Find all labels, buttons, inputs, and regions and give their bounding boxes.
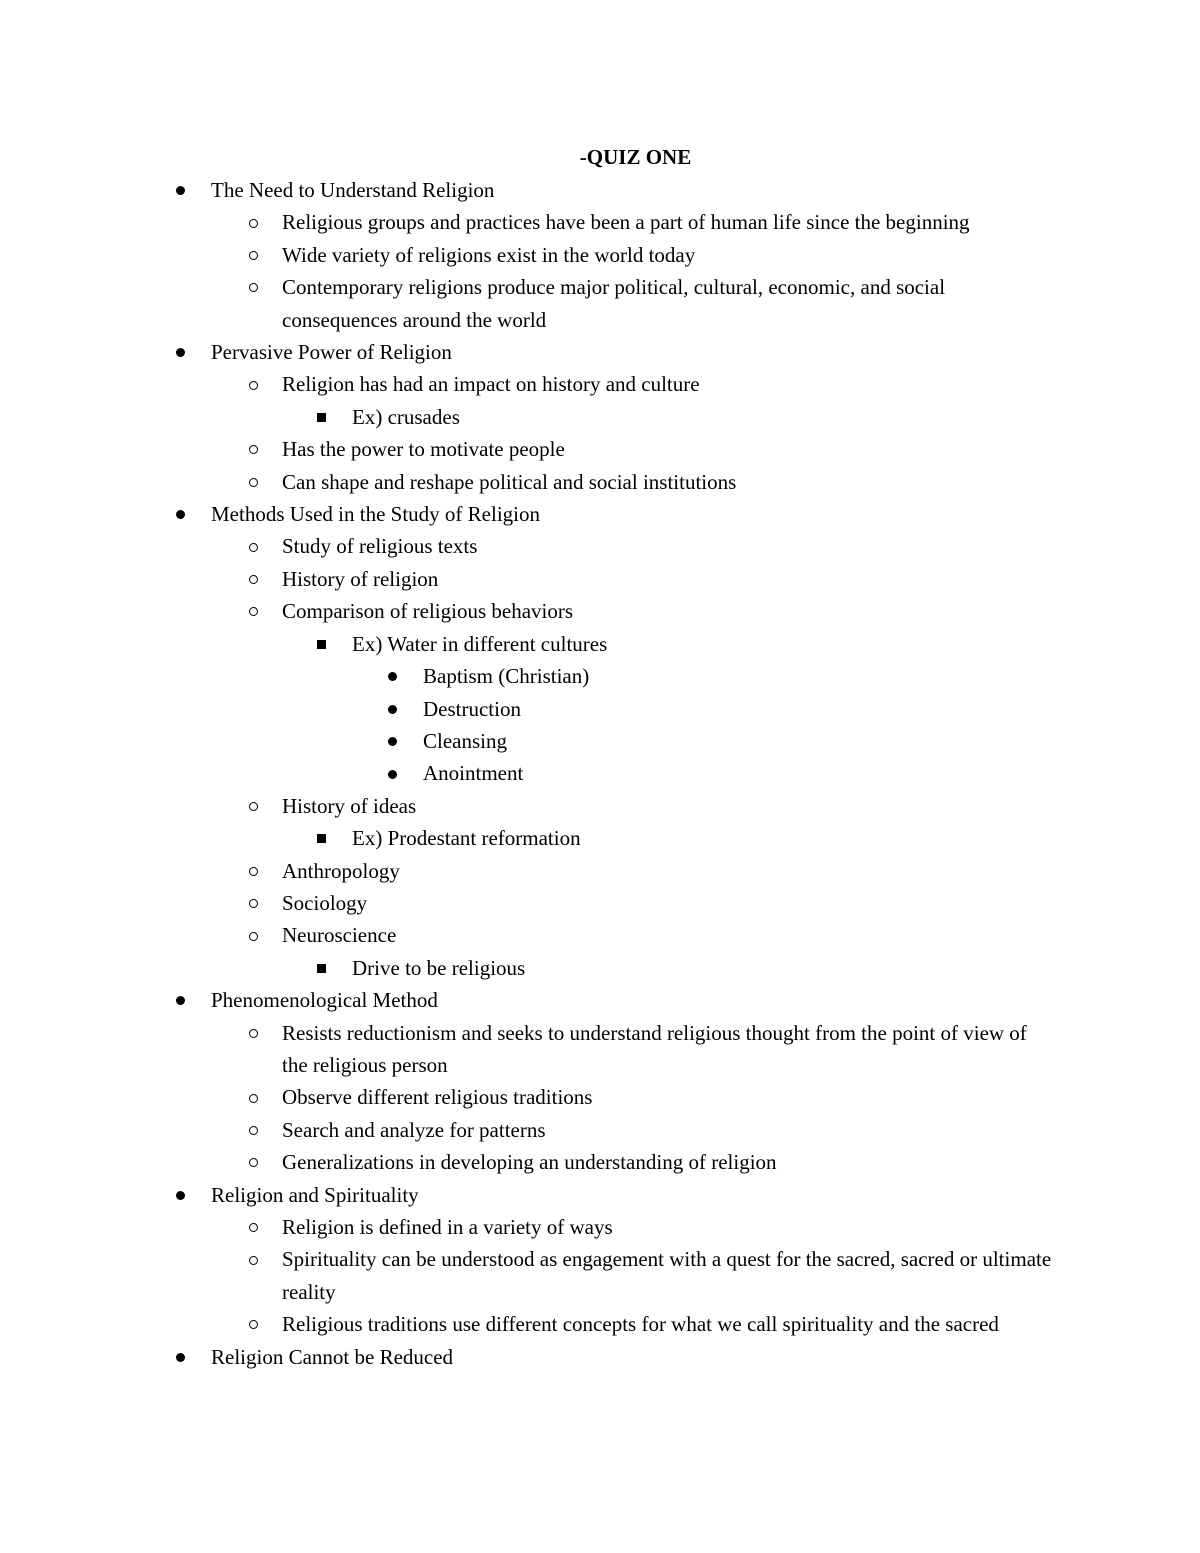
filled-circle-icon — [388, 725, 397, 757]
outline-item-text: Phenomenological Method — [211, 988, 438, 1013]
hollow-circle-icon — [249, 239, 258, 271]
outline-item-level-2 — [0, 530, 1052, 562]
outline-item-level-2 — [0, 1308, 1052, 1340]
hollow-circle-icon — [249, 368, 258, 400]
outline-item-level-2 — [0, 1114, 1052, 1146]
outline-item-level-4 — [0, 757, 1053, 789]
outline-item-level-3 — [0, 822, 1052, 854]
outline-item-text: Spirituality can be understood as engagement with a quest for the sacred, sacred or ultimate reality — [282, 1247, 1052, 1304]
filled-circle-icon — [388, 757, 397, 789]
outline-item-level-1 — [0, 1341, 1051, 1373]
outline-item-text: Can shape and reshape political and social institutions — [282, 469, 737, 494]
hollow-circle-icon — [249, 855, 258, 887]
outline-item-text: Religious groups and practices have been a part of human life since the beginning — [282, 210, 970, 235]
filled-square-icon — [317, 822, 326, 854]
hollow-circle-icon — [249, 1243, 258, 1275]
outline-item-text: Comparison of religious behaviors — [282, 599, 574, 624]
filled-circle-icon — [388, 660, 397, 692]
filled-circle-icon — [176, 174, 185, 206]
filled-square-icon — [317, 628, 326, 660]
outline-item-text: Resists reductionism and seeks to understand religious thought from the point of view of the religious person — [282, 1020, 1027, 1077]
outline-list — [0, 174, 1200, 1373]
hollow-circle-icon — [249, 433, 258, 465]
outline-item-level-2 — [0, 919, 1052, 951]
outline-item-level-2 — [0, 206, 1052, 238]
outline-item-level-2 — [0, 368, 1052, 400]
outline-item-text: Wide variety of religions exist in the world today — [282, 242, 696, 267]
hollow-circle-icon — [249, 206, 258, 238]
outline-item-level-3 — [0, 401, 1052, 433]
page-title: -QUIZ ONE — [579, 145, 692, 169]
hollow-circle-icon — [249, 1017, 258, 1049]
outline-item-level-2 — [0, 466, 1052, 498]
outline-item-level-2 — [0, 595, 1052, 627]
outline-item-text: History of religion — [282, 566, 439, 591]
hollow-circle-icon — [249, 1146, 258, 1178]
outline-item-text: Has the power to motivate people — [282, 437, 565, 462]
outline-item-text: Neuroscience — [282, 923, 397, 948]
outline-item-text: Religious traditions use different concepts for what we call spirituality and the sacred — [282, 1312, 999, 1337]
outline-item-text: Methods Used in the Study of Religion — [211, 502, 540, 527]
outline-item-text: Ex) Water in different cultures — [352, 631, 608, 656]
filled-square-icon — [317, 952, 326, 984]
outline-item-level-2 — [0, 1243, 1052, 1308]
outline-item-text: Religion Cannot be Reduced — [211, 1344, 454, 1369]
outline-item-level-2 — [0, 271, 1052, 336]
outline-item-level-1 — [0, 336, 1051, 368]
outline-item-text: Cleansing — [423, 728, 507, 753]
filled-circle-icon — [176, 336, 185, 368]
outline-item-level-2 — [0, 563, 1052, 595]
hollow-circle-icon — [249, 1114, 258, 1146]
outline-item-level-2 — [0, 790, 1052, 822]
filled-circle-icon — [176, 984, 185, 1016]
filled-circle-icon — [176, 1179, 185, 1211]
outline-item-level-3 — [0, 628, 1052, 660]
outline-item-text: History of ideas — [282, 793, 417, 818]
hollow-circle-icon — [249, 1211, 258, 1243]
hollow-circle-icon — [249, 271, 258, 303]
outline-item-level-4 — [0, 725, 1053, 757]
outline-item-level-2 — [0, 887, 1052, 919]
outline-item-level-1 — [0, 984, 1051, 1016]
outline-item-level-1 — [0, 174, 1051, 206]
hollow-circle-icon — [249, 563, 258, 595]
filled-square-icon — [317, 401, 326, 433]
outline-item-text: Anthropology — [282, 858, 400, 883]
outline-item-text: Religion has had an impact on history and culture — [282, 372, 700, 397]
filled-circle-icon — [176, 1341, 185, 1373]
outline-item-level-2 — [0, 1017, 1052, 1082]
outline-item-text: Anointment — [423, 761, 524, 786]
filled-circle-icon — [388, 693, 397, 725]
outline-item-text: Pervasive Power of Religion — [211, 340, 452, 365]
outline-item-level-4 — [0, 660, 1053, 692]
outline-item-level-1 — [0, 1179, 1051, 1211]
outline-item-level-2 — [0, 1146, 1052, 1178]
outline-item-text: Ex) Prodestant reformation — [352, 826, 581, 851]
hollow-circle-icon — [249, 530, 258, 562]
outline-item-level-1 — [0, 498, 1051, 530]
outline-item-text: The Need to Understand Religion — [211, 178, 495, 202]
hollow-circle-icon — [249, 1081, 258, 1113]
outline-item-text: Generalizations in developing an understanding of religion — [282, 1150, 777, 1175]
outline-item-text: Search and analyze for patterns — [282, 1117, 546, 1142]
filled-circle-icon — [176, 498, 185, 530]
outline-item-level-2 — [0, 1211, 1052, 1243]
outline-item-text: Destruction — [423, 696, 521, 721]
outline-item-level-4 — [0, 693, 1053, 725]
outline-item-text: Baptism (Christian) — [423, 664, 590, 689]
outline-item-level-2 — [0, 855, 1052, 887]
outline-item-level-2 — [0, 433, 1052, 465]
outline-item-text: Contemporary religions produce major political, cultural, economic, and social consequences around the world — [282, 275, 946, 332]
hollow-circle-icon — [249, 919, 258, 951]
hollow-circle-icon — [249, 790, 258, 822]
outline-item-text: Religion and Spirituality — [211, 1182, 419, 1207]
outline-item-text: Ex) crusades — [352, 404, 460, 429]
outline-item-text: Drive to be religious — [352, 955, 526, 980]
hollow-circle-icon — [249, 595, 258, 627]
outline-item-level-2 — [0, 1081, 1052, 1113]
outline-item-text: Sociology — [282, 890, 368, 915]
outline-item-level-3 — [0, 952, 1052, 984]
hollow-circle-icon — [249, 887, 258, 919]
outline-item-level-2 — [0, 239, 1052, 271]
outline-item-text: Study of religious texts — [282, 534, 478, 559]
outline-item-text: Observe different religious traditions — [282, 1085, 593, 1110]
hollow-circle-icon — [249, 466, 258, 498]
outline-item-text: Religion is defined in a variety of ways — [282, 1215, 613, 1239]
hollow-circle-icon — [249, 1308, 258, 1340]
